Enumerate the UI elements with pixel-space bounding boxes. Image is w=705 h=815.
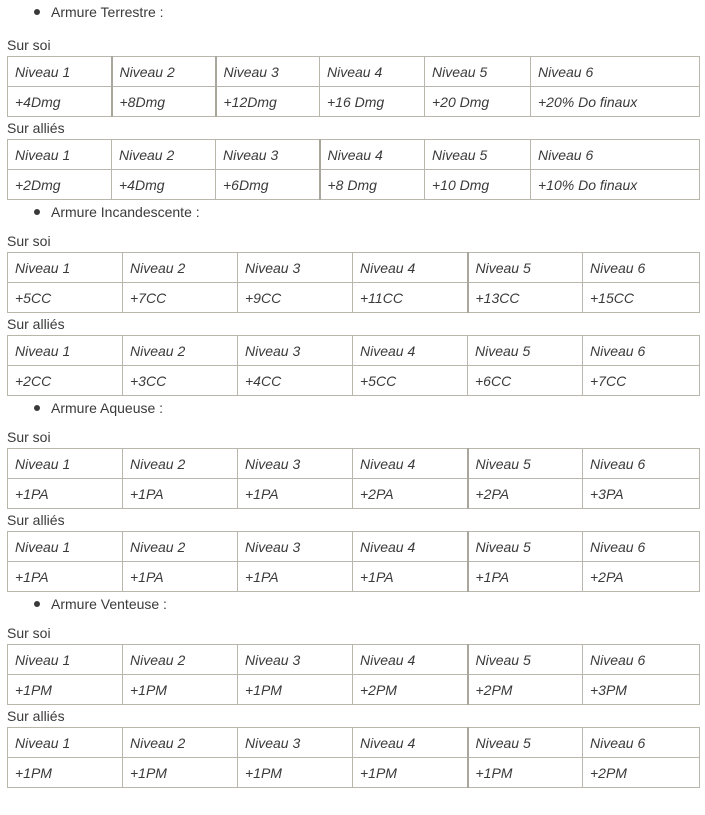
level-header: Niveau 6: [583, 532, 700, 562]
allies-label: Sur alliés: [7, 316, 65, 332]
level-table-aqueuse-self: [7, 448, 700, 509]
level-header: Niveau 4: [353, 449, 468, 479]
section-bullet-venteuse: [0, 592, 705, 622]
level-header: Niveau 2: [123, 336, 238, 366]
level-table-incandescente-self: [7, 252, 700, 313]
allies-label: Sur alliés: [7, 708, 65, 724]
table-row: [8, 170, 700, 200]
level-header: Niveau 3: [238, 728, 353, 758]
level-header: Niveau 2: [112, 57, 216, 87]
level-header: Niveau 4: [353, 728, 468, 758]
table-row: [8, 645, 700, 675]
level-header: Niveau 6: [531, 57, 700, 87]
level-header: Niveau 5: [468, 728, 583, 758]
level-header: Niveau 1: [8, 449, 123, 479]
level-header: Niveau 4: [353, 645, 468, 675]
level-value: +4Dmg: [112, 170, 216, 200]
level-header: Niveau 3: [238, 253, 353, 283]
level-value: +10% Do finaux: [531, 170, 700, 200]
level-header: Niveau 5: [468, 336, 583, 366]
section-title: Armure Terrestre :: [51, 4, 164, 20]
level-value: +1PA: [468, 562, 583, 592]
level-header: Niveau 3: [216, 57, 320, 87]
level-value: +1PA: [8, 562, 123, 592]
level-header: Niveau 5: [468, 645, 583, 675]
level-value: +4Dmg: [8, 87, 112, 117]
level-table-venteuse-self: [7, 644, 700, 705]
level-table-incandescente-allies: [7, 335, 700, 396]
level-header: Niveau 5: [425, 57, 531, 87]
level-header: Niveau 1: [8, 140, 112, 170]
level-value: +1PA: [123, 562, 238, 592]
level-table-venteuse-allies: [7, 727, 700, 788]
level-value: +5CC: [8, 283, 123, 313]
level-header: Niveau 1: [8, 728, 123, 758]
level-header: Niveau 4: [353, 253, 468, 283]
level-header: Niveau 6: [583, 449, 700, 479]
table-row: [8, 479, 700, 509]
level-header: Niveau 6: [531, 140, 700, 170]
level-header: Niveau 5: [468, 253, 583, 283]
level-value: +7CC: [123, 283, 238, 313]
self-label: Sur soi: [7, 625, 51, 641]
level-value: +1PM: [468, 758, 583, 788]
level-header: Niveau 6: [583, 336, 700, 366]
level-value: +1PM: [8, 675, 123, 705]
table-row: [8, 140, 700, 170]
level-header: Niveau 5: [468, 532, 583, 562]
level-value: +3PM: [583, 675, 700, 705]
level-header: Niveau 4: [353, 532, 468, 562]
level-header: Niveau 2: [123, 253, 238, 283]
level-value: +10 Dmg: [425, 170, 531, 200]
level-header: Niveau 1: [8, 532, 123, 562]
level-value: +12Dmg: [216, 87, 320, 117]
level-header: Niveau 3: [238, 336, 353, 366]
table-row: [8, 336, 700, 366]
level-header: Niveau 2: [123, 645, 238, 675]
level-value: +2PM: [353, 675, 468, 705]
table-row: [8, 253, 700, 283]
level-header: Niveau 6: [583, 728, 700, 758]
level-header: Niveau 1: [8, 336, 123, 366]
level-value: +16 Dmg: [320, 87, 425, 117]
table-row: [8, 87, 700, 117]
level-value: +1PM: [8, 758, 123, 788]
level-value: +1PM: [123, 675, 238, 705]
level-value: +6Dmg: [216, 170, 320, 200]
level-header: Niveau 3: [216, 140, 320, 170]
table-row: [8, 449, 700, 479]
level-header: Niveau 4: [320, 140, 425, 170]
level-table-aqueuse-allies: [7, 531, 700, 592]
level-value: +2PM: [583, 758, 700, 788]
level-value: +9CC: [238, 283, 353, 313]
bullet-dot-icon: [34, 601, 40, 607]
table-row: [8, 366, 700, 396]
section-bullet-incandescente: [0, 200, 705, 230]
self-label: Sur soi: [7, 37, 51, 53]
section-bullet-terrestre: [0, 0, 705, 34]
level-header: Niveau 3: [238, 532, 353, 562]
self-label: Sur soi: [7, 233, 51, 249]
section-bullet-aqueuse: [0, 396, 705, 426]
level-header: Niveau 2: [123, 728, 238, 758]
level-header: Niveau 2: [112, 140, 216, 170]
level-value: +3CC: [123, 366, 238, 396]
level-header: Niveau 4: [320, 57, 425, 87]
allies-label: Sur alliés: [7, 120, 65, 136]
level-value: +11CC: [353, 283, 468, 313]
bullet-dot-icon: [34, 405, 40, 411]
table-row: [8, 758, 700, 788]
level-value: +20 Dmg: [425, 87, 531, 117]
level-header: Niveau 1: [8, 57, 112, 87]
table-row: [8, 283, 700, 313]
level-header: Niveau 3: [238, 449, 353, 479]
section-title: Armure Aqueuse :: [51, 400, 164, 416]
level-value: +6CC: [468, 366, 583, 396]
bullet-dot-icon: [34, 9, 40, 15]
level-value: +2Dmg: [8, 170, 112, 200]
table-row: [8, 57, 700, 87]
level-value: +8 Dmg: [320, 170, 425, 200]
level-header: Niveau 1: [8, 253, 123, 283]
level-value: +13CC: [468, 283, 583, 313]
table-row: [8, 728, 700, 758]
level-header: Niveau 6: [583, 645, 700, 675]
level-header: Niveau 5: [425, 140, 531, 170]
section-title: Armure Incandescente :: [51, 204, 200, 220]
level-value: +20% Do finaux: [531, 87, 700, 117]
level-value: +1PA: [8, 479, 123, 509]
level-value: +2PM: [468, 675, 583, 705]
level-header: Niveau 2: [123, 532, 238, 562]
section-title: Armure Venteuse :: [51, 596, 167, 612]
level-value: +1PM: [238, 758, 353, 788]
level-header: Niveau 6: [583, 253, 700, 283]
level-value: +1PM: [123, 758, 238, 788]
allies-label: Sur alliés: [7, 512, 65, 528]
level-value: +15CC: [583, 283, 700, 313]
level-value: +1PA: [123, 479, 238, 509]
table-row: [8, 532, 700, 562]
level-header: Niveau 3: [238, 645, 353, 675]
level-value: +7CC: [583, 366, 700, 396]
level-value: +2PA: [583, 562, 700, 592]
level-value: +8Dmg: [112, 87, 216, 117]
level-value: +4CC: [238, 366, 353, 396]
level-value: +1PA: [238, 479, 353, 509]
level-value: +2CC: [8, 366, 123, 396]
self-label: Sur soi: [7, 429, 51, 445]
table-row: [8, 675, 700, 705]
level-table-terrestre-allies: [7, 139, 700, 200]
level-value: +1PM: [238, 675, 353, 705]
table-row: [8, 562, 700, 592]
level-header: Niveau 1: [8, 645, 123, 675]
level-header: Niveau 4: [353, 336, 468, 366]
level-value: +2PA: [468, 479, 583, 509]
level-header: Niveau 2: [123, 449, 238, 479]
bullet-dot-icon: [34, 209, 40, 215]
level-header: Niveau 5: [468, 449, 583, 479]
level-value: +1PA: [238, 562, 353, 592]
level-value: +1PM: [353, 758, 468, 788]
level-value: +1PA: [353, 562, 468, 592]
level-value: +3PA: [583, 479, 700, 509]
level-value: +5CC: [353, 366, 468, 396]
level-table-terrestre-self: [7, 56, 700, 117]
level-value: +2PA: [353, 479, 468, 509]
